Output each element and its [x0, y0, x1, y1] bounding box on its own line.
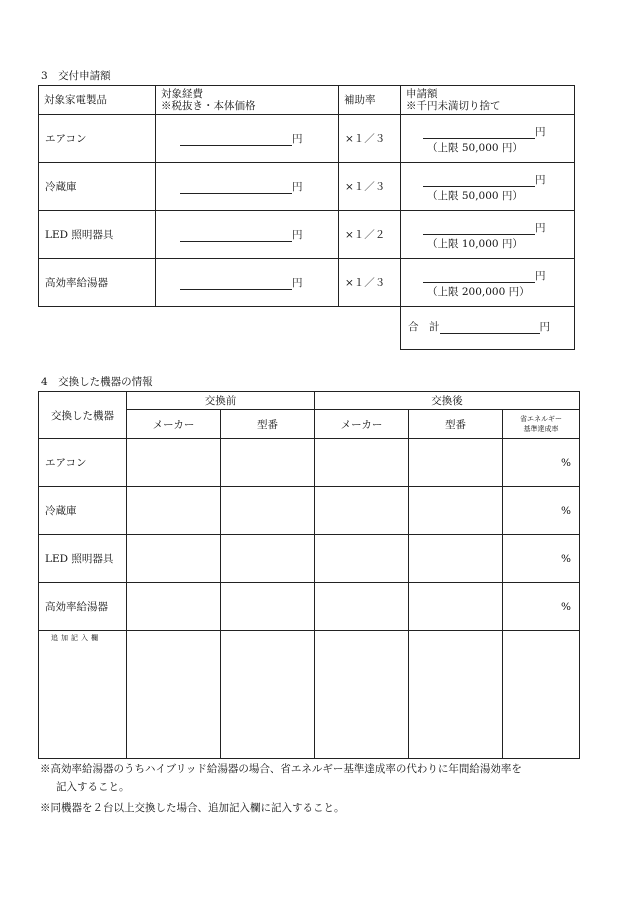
section4-title: 4 交換した機器の情報: [41, 376, 153, 388]
rate-cell: ×１／３: [339, 163, 401, 211]
extra-maker-before-cell[interactable]: [127, 631, 221, 759]
amount-cell: [401, 211, 575, 259]
efficiency-cell[interactable]: %: [503, 583, 580, 631]
grant-header-row: [39, 86, 575, 115]
note1-line2: 記入すること。: [56, 781, 130, 793]
maker-after-cell[interactable]: [315, 487, 409, 535]
model-after-cell[interactable]: [409, 535, 503, 583]
total-label: 合 計: [408, 321, 440, 333]
header-amount-line1: 申請額: [406, 88, 438, 100]
total-box: [400, 302, 575, 350]
model-after-cell[interactable]: [409, 583, 503, 631]
grant-row: [39, 163, 575, 211]
row-name: 高効率給湯器: [39, 259, 156, 307]
header-cost-line2: ※税抜き・本体価格: [161, 100, 256, 112]
device-row: [39, 439, 580, 487]
extra-model-after-cell[interactable]: [409, 631, 503, 759]
rate-cell: ×１／２: [339, 211, 401, 259]
device-name: 冷蔵庫: [39, 487, 127, 535]
model-after-cell[interactable]: [409, 439, 503, 487]
efficiency-cell[interactable]: %: [503, 487, 580, 535]
efficiency-cell[interactable]: %: [503, 439, 580, 487]
maker-after-cell[interactable]: [315, 535, 409, 583]
header-efficiency: [503, 410, 580, 439]
amount-input[interactable]: [423, 223, 535, 235]
amount-cell: [401, 163, 575, 211]
maker-before-cell[interactable]: [127, 439, 221, 487]
model-before-cell[interactable]: [221, 583, 315, 631]
section3-title: 3 交付申請額: [41, 70, 111, 82]
extra-efficiency-cell[interactable]: [503, 631, 580, 759]
note2: ※同機器を２台以上交換した場合、追加記入欄に記入すること。: [40, 802, 345, 814]
efficiency-cell[interactable]: %: [503, 535, 580, 583]
yen-unit: 円: [535, 126, 546, 138]
device-row: [39, 487, 580, 535]
extra-label-cell: [39, 631, 127, 759]
yen-unit: 円: [292, 277, 303, 289]
header-cost-line1: 対象経費: [161, 88, 203, 100]
amount-input[interactable]: [423, 271, 535, 283]
cost-input[interactable]: [180, 278, 292, 290]
header-amount: [401, 86, 575, 115]
yen-unit: 円: [535, 270, 546, 282]
header-rate: 補助率: [339, 86, 401, 115]
header-model-before: 型番: [221, 410, 315, 439]
cost-input[interactable]: [180, 230, 292, 242]
maker-before-cell[interactable]: [127, 487, 221, 535]
header-efficiency-line2: 基準達成率: [523, 425, 559, 433]
header-maker-before: メーカー: [127, 410, 221, 439]
maker-before-cell[interactable]: [127, 583, 221, 631]
model-before-cell[interactable]: [221, 535, 315, 583]
limit-text: （上限 50,000 円）: [427, 142, 523, 154]
row-name: 冷蔵庫: [39, 163, 156, 211]
limit-text: （上限 50,000 円）: [427, 190, 523, 202]
amount-cell: [401, 259, 575, 307]
total-unit: 円: [539, 321, 550, 333]
yen-unit: 円: [292, 133, 303, 145]
grant-row: [39, 259, 575, 307]
amount-cell: [401, 115, 575, 163]
header-efficiency-line1: 省エネルギー: [520, 415, 562, 423]
extra-label: 追加記入欄: [51, 634, 101, 642]
maker-before-cell[interactable]: [127, 535, 221, 583]
model-before-cell[interactable]: [221, 487, 315, 535]
grant-row: [39, 211, 575, 259]
header-model-after: 型番: [409, 410, 503, 439]
device-row: [39, 535, 580, 583]
header-device: 交換した機器: [39, 392, 127, 439]
note1-line1: ※高効率給湯器のうちハイブリッド給湯器の場合、省エネルギー基準達成率の代わりに年間給湯効率を: [40, 763, 522, 775]
cost-cell: [156, 259, 339, 307]
rate-cell: ×１／３: [339, 115, 401, 163]
header-after: 交換後: [315, 392, 580, 410]
device-name: LED 照明器具: [39, 535, 127, 583]
header-maker-after: メーカー: [315, 410, 409, 439]
cost-input[interactable]: [180, 134, 292, 146]
limit-text: （上限 200,000 円）: [427, 286, 530, 298]
rate-cell: ×１／３: [339, 259, 401, 307]
model-before-cell[interactable]: [221, 439, 315, 487]
header-before: 交換前: [127, 392, 315, 410]
header-item: 対象家電製品: [39, 86, 156, 115]
limit-text: （上限 10,000 円）: [427, 238, 523, 250]
row-name: エアコン: [39, 115, 156, 163]
grant-row: [39, 115, 575, 163]
yen-unit: 円: [292, 181, 303, 193]
grant-amount-table: [38, 85, 575, 307]
cost-cell: [156, 115, 339, 163]
header-amount-line2: ※千円未満切り捨て: [406, 100, 501, 112]
device-name: エアコン: [39, 439, 127, 487]
cost-cell: [156, 163, 339, 211]
extra-entry-row: [39, 631, 580, 759]
header-cost: [156, 86, 339, 115]
device-name: 高効率給湯器: [39, 583, 127, 631]
amount-input[interactable]: [423, 175, 535, 187]
extra-model-before-cell[interactable]: [221, 631, 315, 759]
cost-cell: [156, 211, 339, 259]
device-info-table: [38, 391, 580, 759]
device-header-row1: [39, 392, 580, 410]
amount-input[interactable]: [423, 127, 535, 139]
cost-input[interactable]: [180, 182, 292, 194]
maker-after-cell[interactable]: [315, 583, 409, 631]
yen-unit: 円: [292, 229, 303, 241]
maker-after-cell[interactable]: [315, 439, 409, 487]
yen-unit: 円: [535, 174, 546, 186]
yen-unit: 円: [535, 222, 546, 234]
row-name: LED 照明器具: [39, 211, 156, 259]
model-after-cell[interactable]: [409, 487, 503, 535]
total-input[interactable]: [440, 322, 540, 334]
device-row: [39, 583, 580, 631]
extra-maker-after-cell[interactable]: [315, 631, 409, 759]
